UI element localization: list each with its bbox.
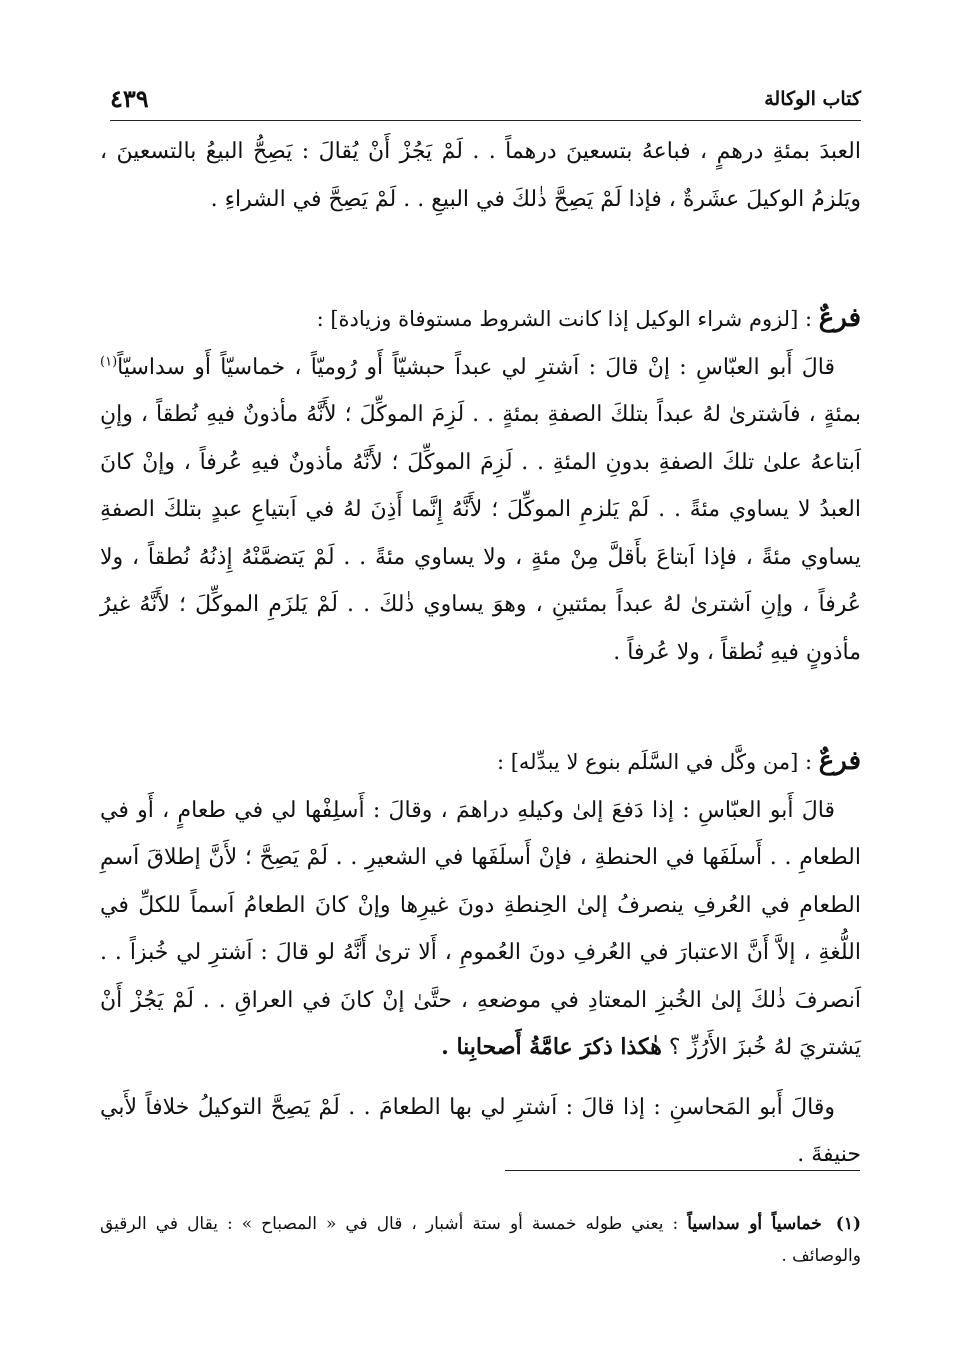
- footnote-divider: [505, 1170, 860, 1171]
- main-text: [100, 128, 861, 1179]
- paragraph-continuation: العبدَ بمئةِ درهمٍ ، فباعهُ بتسعينَ درهماً . . لَمْ يَجُزْ أَنْ يُقالَ : يَصِحُّ البيعُ بالتسعينَ ، ويَلزمُ الوكيلَ عشَرةٌ ، فإذا لَمْ يَصِحَّ ذٰلكَ في البيعِ . . لَمْ يَصِحَّ في الشراءِ .: [100, 139, 861, 212]
- section-label: فرعٌ: [818, 746, 861, 776]
- section-title: : [من وكَّل في السَّلَم بنوع لا يبدِّله] :: [496, 750, 819, 774]
- footnote-text: : يعني طوله خمسة أو ستة أشبار ، قال في « المصباح » : يقال في الرقيق والوصائف .: [100, 1214, 861, 1266]
- footnote: [100, 1208, 861, 1272]
- paragraph-salam: [100, 787, 861, 1072]
- section-heading-2: [100, 738, 861, 787]
- spacer: [100, 1072, 861, 1084]
- footnote-term: خماسياً أو سداسياً: [687, 1214, 822, 1234]
- page-number: ٤٣٩: [110, 84, 149, 113]
- spacer: [100, 676, 861, 738]
- paragraph-text: قالَ أَبو العبّاسِ : إنْ قالَ : اَشترِ لي عبداً حبشيّاً أَو رُوميّاً ، خماسيّاً أَو سداسيّاً: [117, 354, 835, 380]
- paragraph-abu-al-mahasin: وقالَ أَبو المَحاسنِ : إذا قالَ : اَشترِ لي بها الطعامَ . . لَمْ يَصِحَّ التوكيلُ خلافاً لأَبي حنيفةَ .: [100, 1094, 861, 1167]
- spacer: [100, 223, 861, 295]
- bold-attribution: هٰكذا ذكرَ عامَّةُ أَصحابِنا .: [441, 1034, 662, 1060]
- paragraph-text: بمئةٍ ، فاَشترىٰ لهُ عبداً بتلكَ الصفةِ بمئةٍ . . لَزِمَ الموكِّلَ ؛ لأَنَّهُ مأذونٌ فيهِ نُطقاً ، وإنِ اَبتاعهُ علىٰ تلكَ الصفةِ بدونِ المئةِ . . لَزِمَ الموكِّلَ ؛ لأَنَّهُ مأذونٌ فيهِ عُرفاً ، وإنْ كانَ العبدُ لا يساوي مئةً . . لَمْ يَلزمِ الموكِّلَ ؛ لأَنَّهُ إِنَّما أَذِنَ لهُ في اَبتياعِ عبدٍ بتلكَ الصفةِ يساوي مئةً ، فإذا اَبتاعَ بأَقلَّ مِنْ مئةٍ ، ولا يساوي مئةً . . لَمْ يَتضمَّنْهُ إِذنُهُ نُطقاً ، ولا عُرفاً ، وإنِ اَشترىٰ لهُ عبداً بمئتينِ ، وهوَ يساوي ذٰلكَ . . لَمْ يَلزَمِ الموكِّلَ ؛ لأَنَّهُ غيرُ مأذونٍ فيهِ نُطقاً ، ولا عُرفاً .: [100, 402, 861, 665]
- section-label: فرعٌ: [818, 303, 861, 333]
- footnote-number: (١): [835, 1214, 861, 1234]
- section-title: : [لزوم شراء الوكيل إذا كانت الشروط مستوفاة وزيادة] :: [316, 307, 819, 331]
- running-title: كتاب الوكالة: [764, 88, 861, 110]
- section-heading-1: [100, 295, 861, 344]
- footnote-marker[interactable]: (١): [100, 354, 118, 370]
- paragraph-text: قالَ أَبو العبّاسِ : إذا دَفعَ إلىٰ وكيلهِ دراهمَ ، وقالَ : أَسلِفْها لي في طعامٍ ، أَو في الطعامِ . . أَسلَفَها في الحنطةِ ، فإنْ أَسلَفَها في الشعيرِ . . لَمْ يَصِحَّ ؛ لأَنَّ إطلاقَ اَسمِ الطعامِ في العُرفِ ينصرفُ إلىٰ الحِنطةِ دونَ غيرِها وإنْ كانَ الطعامُ اَسماً للكلِّ في اللُّغةِ ، إلاَّ أَنَّ الاعتبارَ في العُرفِ دونَ العُمومِ ، أَلا ترىٰ أَنَّهُ لو قالَ : اَشترِ لي خُبزاً . . اَنصرفَ ذٰلكَ إلىٰ الخُبزِ المعتادِ في موضعهِ ، حتَّىٰ إنْ كانَ في العراقِ . . لَمْ يَجُزْ أَنْ يَشتريَ لهُ خُبزَ الأَرُزِّ ؟: [100, 797, 861, 1060]
- paragraph-abu-abbas-slave: [100, 344, 861, 677]
- page-header: [110, 84, 861, 121]
